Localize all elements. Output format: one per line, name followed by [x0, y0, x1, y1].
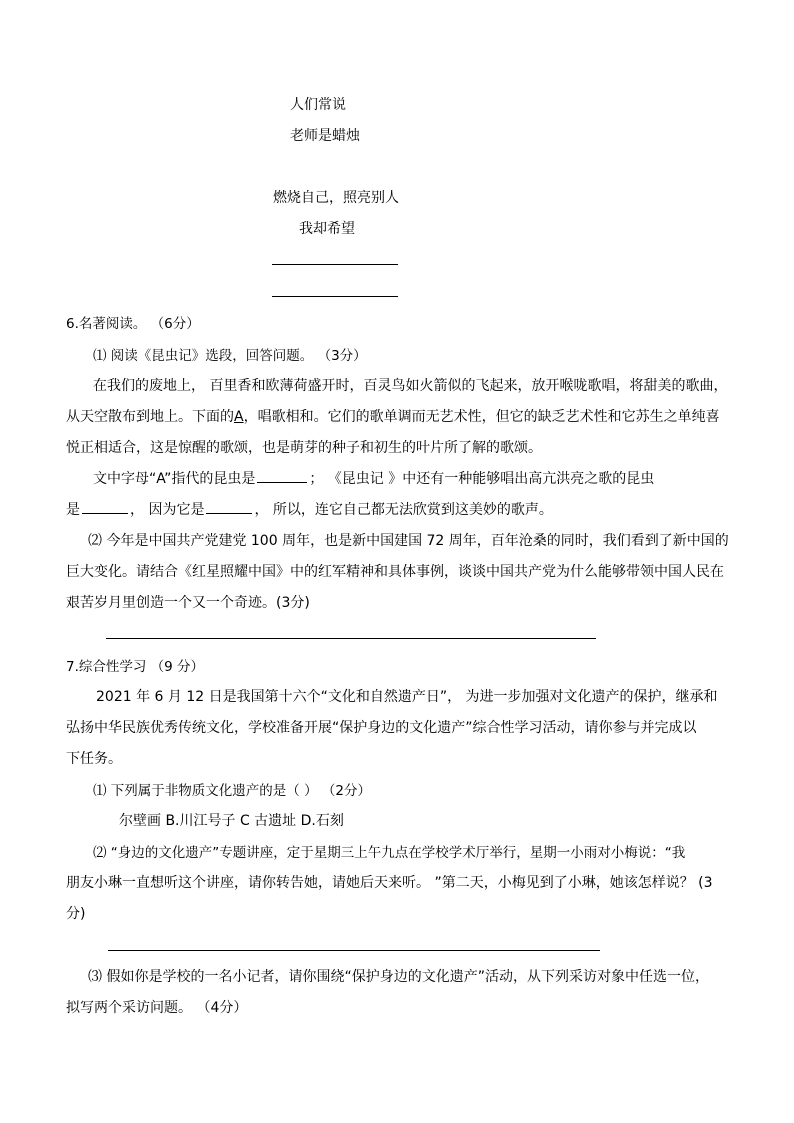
q7-sub2-line-2: 朋友小琳一直想听这个讲座，请你转告她，请她后天来听。 ”第二天，小梅见到了小琳，她该怎样说？ (3	[66, 875, 713, 891]
q7-intro-line-2: 弘扬中华民族优秀传统文化，学校准备开展“保护身边的文化遗产”综合性学习活动，请你参与并完成以	[66, 720, 697, 736]
poem-line-3: 燃烧自己，照亮别人	[273, 190, 399, 206]
q7-sub2-line-3: 分)	[66, 906, 86, 922]
poem-line-4: 我却希望	[299, 221, 355, 237]
q6-sub2-line-1: ⑵ 今年是中国共产党建党 100 周年，也是新中国建国 72 周年，百年沧桑的同时，我们看到了新中国的	[88, 533, 729, 549]
poem-line-1: 人们常说	[290, 97, 346, 113]
q6-sub2-line-3: 艰苦岁月里创造一个又一个奇迹。(3分)	[66, 595, 310, 611]
q7-sub2-answer-line[interactable]	[108, 950, 600, 951]
q6-passage-line-3: 悦正相适合，这是惊醒的歌颂，也是萌芽的种子和初生的叶片所了解的歌颂。	[66, 440, 542, 456]
q6-blank-insect-b[interactable]	[82, 499, 128, 514]
q6-passage-line-1: 在我们的废地上， 百里香和欧薄荷盛开时，百灵鸟如火箭似的飞起来，放开喉咙歌唱，将甜美的歌曲，	[93, 378, 728, 394]
q7-intro-line-1: 2021 年 6 月 12 日是我国第十六个“文化和自然遗产日”， 为进一步加强对文化遗产的保护，继承和	[96, 689, 718, 705]
q7-title: 7.综合性学习 （9 分）	[66, 659, 205, 675]
q7-intro-line-3: 下任务。	[66, 751, 122, 767]
poem-answer-blank-1[interactable]	[272, 264, 398, 265]
q6-sub2-line-2: 巨大变化。请结合《红星照耀中国》中的红军精神和具体事例，谈谈中国共产党为什么能够带领中国人民在	[66, 564, 724, 580]
q6-passage-line-2: 从天空散布到地上。下面的A，唱歌相和。它们的歌单调而无艺术性，但它的缺乏艺术性和它苏生之单纯喜	[66, 409, 720, 425]
q6-title: 6.名著阅读。 （6分）	[66, 316, 200, 332]
q7-sub1-title: ⑴ 下列属于非物质文化遗产的是（ ） （2分）	[93, 783, 371, 799]
q7-sub3-line-1: ⑶ 假如你是学校的一名小记者，请你围绕“保护身边的文化遗产”活动，从下列采访对象中任选一位，	[88, 969, 709, 985]
q7-sub2-line-1: ⑵ “身边的文化遗产”专题讲座，定于星期三上午九点在学校学术厅举行，星期一小雨对小梅说：“我	[93, 845, 686, 861]
q6-task-line-2: 是 ， 因为它是 ， 所以，连它自己都无法欣赏到这美妙的歌声。	[66, 499, 553, 519]
poem-line-2: 老师是蜡烛	[290, 128, 360, 144]
q6-blank-reason[interactable]	[206, 499, 252, 514]
q6-task-line-1: 文中字母“A”指代的昆虫是 ； 《昆虫记 》中还有一种能够唱出高亢洪亮之歌的昆虫	[93, 468, 654, 488]
q6-blank-insect-a[interactable]	[257, 468, 307, 483]
q7-sub3-line-2: 拟写两个采访问题。 （4分）	[66, 1000, 248, 1016]
q6-passage-letter-a: A	[234, 409, 244, 425]
poem-answer-blank-2[interactable]	[272, 296, 398, 297]
q7-options: 尔壁画 B.川江号子 C 古遗址 D.石刻	[119, 813, 344, 829]
q6-sub1-title: ⑴ 阅读《昆虫记》选段，回答问题。 （3分）	[93, 348, 367, 364]
q6-sub2-answer-line[interactable]	[106, 638, 596, 639]
